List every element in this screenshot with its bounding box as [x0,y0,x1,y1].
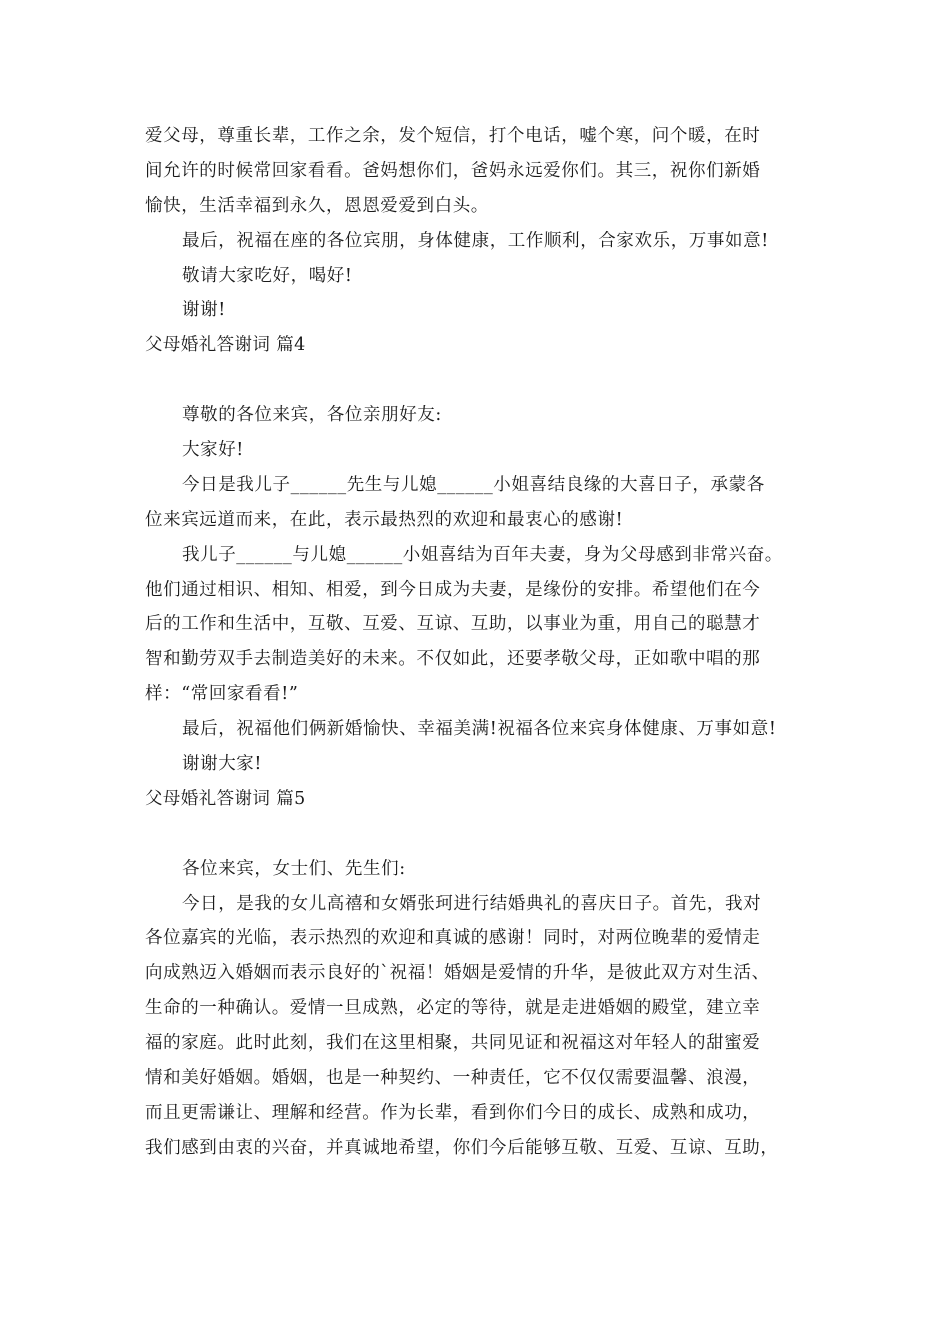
closing-wish: 最后，祝福他们俩新婚愉快、幸福美满!祝福各位来宾身体健康、万事如意! [182,719,777,740]
paragraph-line: 情和美好婚姻。婚姻，也是一种契约、一种责任，它不仅仅需要温馨、浪漫， [145,1068,761,1089]
paragraph-line: 爱父母，尊重长辈，工作之余，发个短信，打个电话，嘘个寒，问个暖，在时 [145,126,761,146]
paragraph-line: 间允许的时候常回家看看。爸妈想你们，爸妈永远爱你们。其三，祝你们新婚 [145,160,761,181]
paragraph-line: 福的家庭。此时此刻，我们在这里相聚，共同见证和祝福这对年轻人的甜蜜爱 [145,1033,761,1054]
paragraph-line: 而且更需谦让、理解和经营。作为长辈，看到你们今日的成长、成熟和成功， [145,1102,761,1123]
paragraph-line: 智和勤劳双手去制造美好的未来。不仅如此，还要孝敬父母，正如歌中唱的那 [145,649,761,670]
greeting: 大家好! [182,440,244,461]
spacer [145,817,825,852]
paragraph-line: 今日，是我的女儿高禧和女婿张珂进行结婚典礼的喜庆日子。首先，我对 [182,893,762,914]
salutation: 尊敬的各位来宾，各位亲朋好友: [182,405,442,426]
paragraph-line: 愉快，生活幸福到永久，恩恩爱爱到白头。 [145,195,489,216]
paragraph-line: 样：“常回家看看!” [145,684,299,705]
section-heading: 父母婚礼答谢词 篇4 [145,335,306,356]
paragraph-line: 今日是我儿子______先生与儿媳______小姐喜结良缘的大喜日子，承蒙各 [182,474,765,495]
paragraph-line: 位来宾远道而来，在此，表示最热烈的欢迎和最衷心的感谢! [145,509,624,530]
spacer [145,363,825,398]
paragraph-line: 他们通过相识、相知、相爱，到今日成为夫妻，是缘份的安排。希望他们在今 [145,579,761,600]
document-page [145,119,825,1166]
paragraph-line: 后的工作和生活中，互敬、互爱、互谅、互助，以事业为重，用自己的聪慧才 [145,614,761,635]
paragraph-line: 我们感到由衷的兴奋，并真诚地希望，你们今后能够互敬、互爱、互谅、互助， [145,1137,779,1158]
paragraph-line: 我儿子______与儿媳______小姐喜结为百年夫妻，身为父母感到非常兴奋。 [182,544,783,565]
closing-wish: 最后，祝福在座的各位宾朋，身体健康，工作顺利，合家欢乐，万事如意! [182,230,769,251]
salutation: 各位来宾，女士们、先生们: [182,858,406,879]
thanks-line: 谢谢大家! [182,754,263,775]
paragraph-line: 各位嘉宾的光临，表示热烈的欢迎和真诚的感谢！同时，对两位晚辈的爱情走 [145,928,761,949]
paragraph-line: 向成熟迈入婚姻而表示良好的`祝福！婚姻是爱情的升华，是彼此双方对生活、 [145,963,770,984]
paragraph-line: 生命的一种确认。爱情一旦成熟，必定的等待，就是走进婚姻的殿堂，建立幸 [145,998,761,1019]
invite-line: 敬请大家吃好，喝好! [182,265,353,286]
section-heading: 父母婚礼答谢词 篇5 [145,788,306,809]
thanks-line: 谢谢! [182,300,226,321]
